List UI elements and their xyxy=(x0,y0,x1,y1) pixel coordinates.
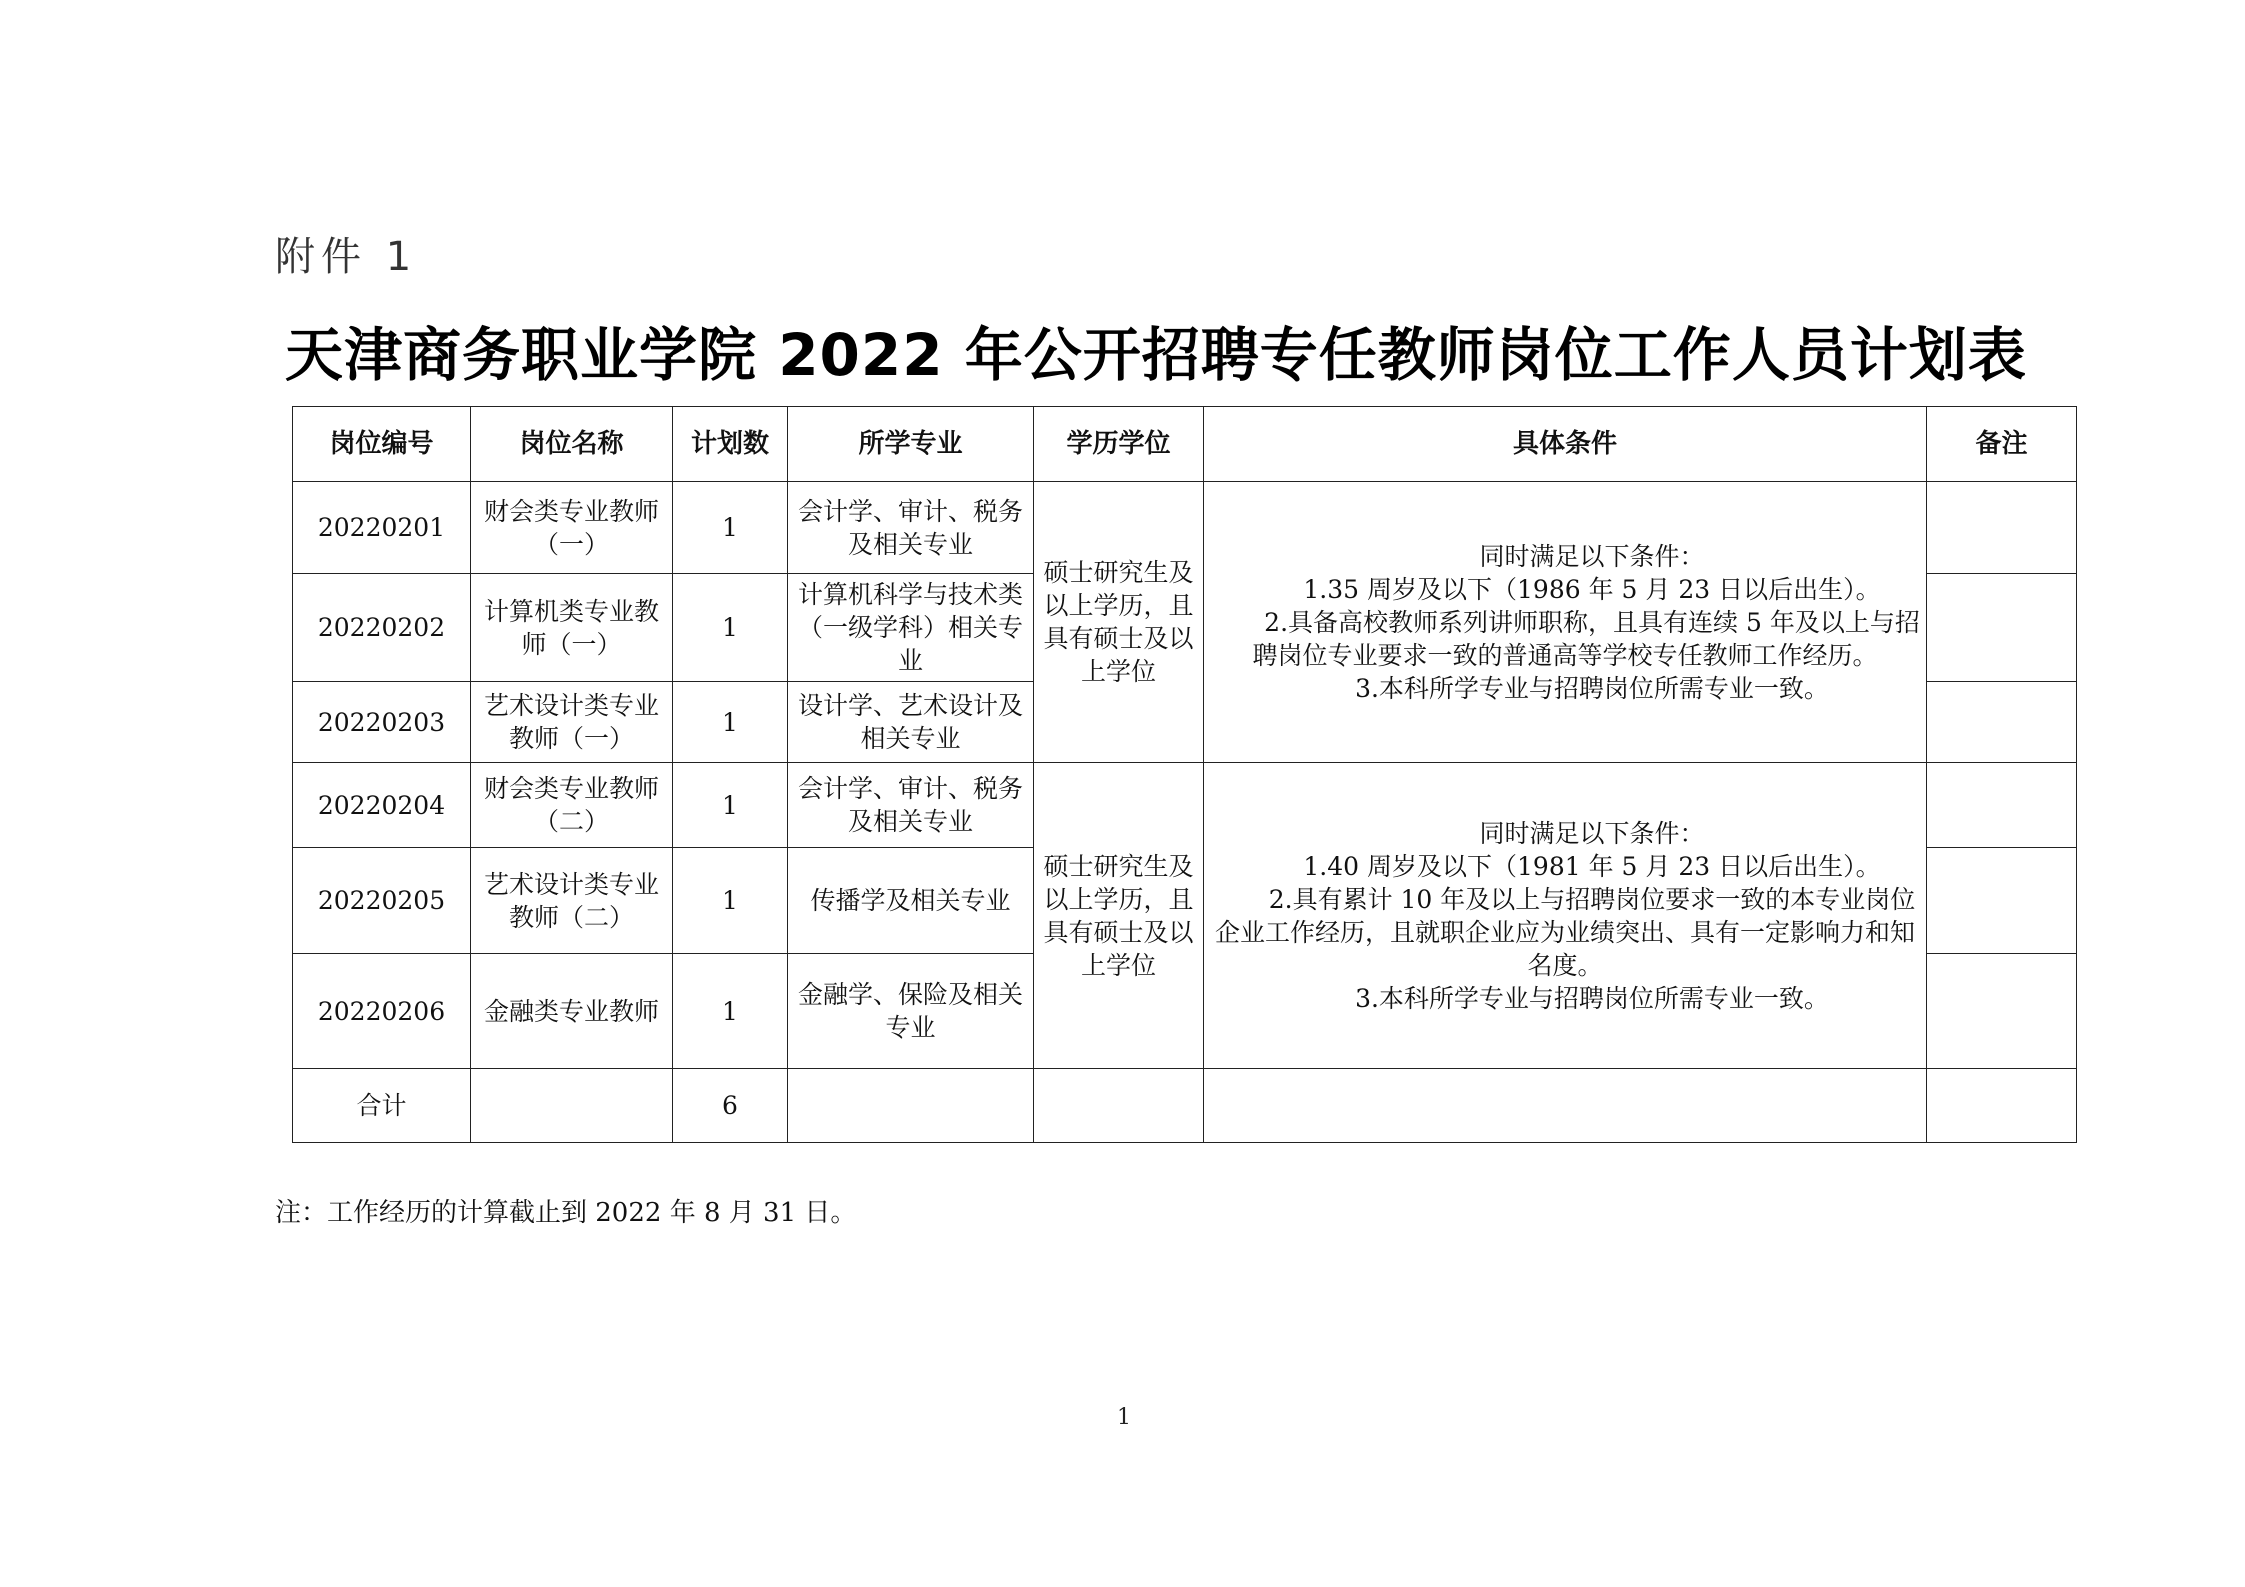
header-conditions: 具体条件 xyxy=(1204,407,1927,482)
footnote: 注：工作经历的计算截止到 2022 年 8 月 31 日。 xyxy=(275,1198,857,1228)
condition-line: 1.35 周岁及以下（1986 年 5 月 23 日以后出生）。 xyxy=(1303,574,1881,604)
condition-line: 3.本科所学专业与招聘岗位所需专业一致。 xyxy=(1355,673,1829,703)
condition-line: 1.40 周岁及以下（1981 年 5 月 23 日以后出生）。 xyxy=(1303,851,1881,881)
total-remark xyxy=(1927,1069,2077,1143)
post-name: 艺术设计类专业教师（二） xyxy=(471,848,673,954)
plan-count: 1 xyxy=(673,574,788,682)
condition-line: 同时满足以下条件： xyxy=(1479,818,1705,848)
post-code: 20220201 xyxy=(293,482,471,574)
header-plan-count: 计划数 xyxy=(673,407,788,482)
condition-line: 3.本科所学专业与招聘岗位所需专业一致。 xyxy=(1355,983,1829,1013)
plan-count: 1 xyxy=(673,482,788,574)
post-code: 20220205 xyxy=(293,848,471,954)
major: 传播学及相关专业 xyxy=(788,848,1034,954)
post-code: 20220202 xyxy=(293,574,471,682)
document-title: 天津商务职业学院 2022 年公开招聘专任教师岗位工作人员计划表 xyxy=(285,321,2027,389)
total-row xyxy=(293,1069,2077,1143)
major: 会计学、审计、税务及相关专业 xyxy=(788,763,1034,848)
post-name: 金融类专业教师 xyxy=(471,954,673,1069)
plan-count: 1 xyxy=(673,954,788,1069)
recruitment-plan-table xyxy=(292,406,2077,1143)
post-code: 20220206 xyxy=(293,954,471,1069)
plan-count: 1 xyxy=(673,682,788,763)
condition-line: 同时满足以下条件： xyxy=(1479,541,1705,571)
post-name: 计算机类专业教师（一） xyxy=(471,574,673,682)
major: 金融学、保险及相关专业 xyxy=(788,954,1034,1069)
post-code: 20220203 xyxy=(293,682,471,763)
total-name xyxy=(471,1069,673,1143)
total-count: 6 xyxy=(673,1069,788,1143)
remark xyxy=(1927,682,2077,763)
header-remark: 备注 xyxy=(1927,407,2077,482)
remark xyxy=(1927,763,2077,848)
total-label: 合计 xyxy=(293,1069,471,1143)
post-name: 艺术设计类专业教师（一） xyxy=(471,682,673,763)
remark xyxy=(1927,848,2077,954)
condition-line: 2.具有累计 10 年及以上与招聘岗位要求一致的本专业岗位企业工作经历，且就职企业应为业绩突出、具有一定影响力和知名度。 xyxy=(1214,884,1916,980)
table-row xyxy=(293,763,2077,848)
plan-count: 1 xyxy=(673,848,788,954)
condition-line: 2.具备高校教师系列讲师职称，且具有连续 5 年及以上与招聘岗位专业要求一致的普通高等学校专任教师工作经历。 xyxy=(1252,607,1920,670)
post-name: 财会类专业教师（二） xyxy=(471,763,673,848)
total-education xyxy=(1034,1069,1204,1143)
education-requirement: 硕士研究生及以上学历，且具有硕士及以上学位 xyxy=(1034,482,1204,763)
major: 计算机科学与技术类（一级学科）相关专业 xyxy=(788,574,1034,682)
header-education: 学历学位 xyxy=(1034,407,1204,482)
table-header-row xyxy=(293,407,2077,482)
specific-conditions xyxy=(1204,482,1927,763)
plan-count: 1 xyxy=(673,763,788,848)
post-name: 财会类专业教师（一） xyxy=(471,482,673,574)
remark xyxy=(1927,482,2077,574)
remark xyxy=(1927,574,2077,682)
header-post-name: 岗位名称 xyxy=(471,407,673,482)
major: 设计学、艺术设计及相关专业 xyxy=(788,682,1034,763)
remark xyxy=(1927,954,2077,1069)
header-major: 所学专业 xyxy=(788,407,1034,482)
total-conditions xyxy=(1204,1069,1927,1143)
attachment-label: 附件 1 xyxy=(275,234,418,280)
total-major xyxy=(788,1069,1034,1143)
post-code: 20220204 xyxy=(293,763,471,848)
page-number: 1 xyxy=(1117,1405,1131,1430)
major: 会计学、审计、税务及相关专业 xyxy=(788,482,1034,574)
table-row xyxy=(293,482,2077,574)
education-requirement: 硕士研究生及以上学历，且具有硕士及以上学位 xyxy=(1034,763,1204,1069)
specific-conditions xyxy=(1204,763,1927,1069)
header-post-code: 岗位编号 xyxy=(293,407,471,482)
